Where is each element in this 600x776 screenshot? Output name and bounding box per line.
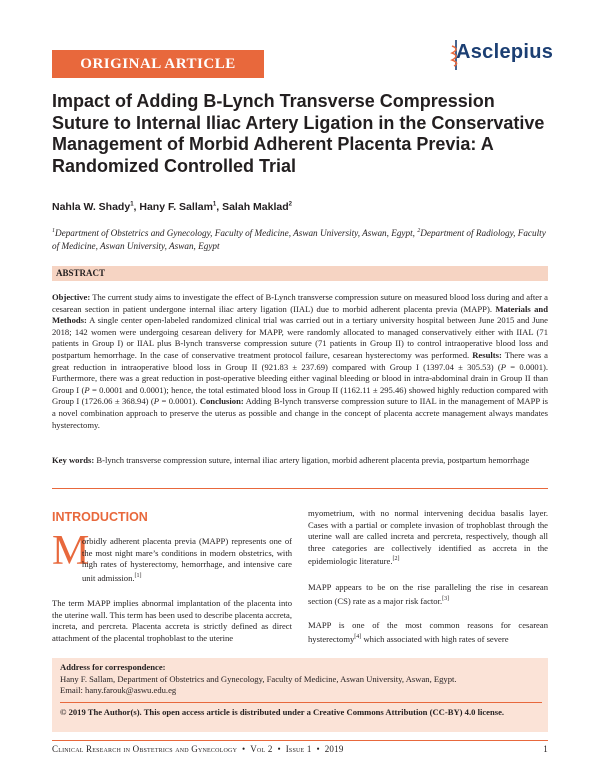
abstract-heading: ABSTRACT: [52, 266, 548, 281]
page-footer: [52, 744, 548, 754]
results-text-4: = 0.0001).: [159, 396, 200, 407]
correspondence-email: Email: hany.farouk@aswu.edu.eg: [60, 685, 177, 696]
article-title: Impact of Adding B-Lynch Transverse Compression Suture to Internal Iliac Artery Ligation in the Conservative Management of Morbid Adherent Placenta Previa: A Randomized Controlled Trial: [52, 91, 545, 176]
drop-cap: M: [52, 528, 90, 574]
page-number: 1: [543, 744, 548, 754]
results-text-3: = 0.0001 and 0.0001); hence, the total estimated blood loss in Group II (1162.11 ± 295.46) showed highly reduction compared with Group I (1726.06 ± 368.94) (: [52, 384, 548, 407]
author-1-sup: 1: [130, 201, 134, 208]
intro-right-paragraph-1: [308, 508, 548, 568]
correspondence-heading: Address for correspondence:: [60, 662, 166, 672]
license-text: © 2019 The Author(s). This open access article is distributed under a Creative Commons Attribution (CC-BY) 4.0 license.: [60, 706, 505, 717]
conclusion-label: Conclusion:: [199, 396, 244, 407]
author-3-sup: 2: [288, 201, 292, 208]
affil-1: Department of Obstetrics and Gynecology, Faculty of Medicine, Aswan University, Aswan, Egypt,: [55, 228, 418, 239]
author-1: Nahla W. Shady: [52, 201, 131, 213]
author-2-sup: 1: [212, 201, 217, 208]
p-symbol: P: [153, 396, 160, 407]
footer-sep-2: •: [275, 744, 284, 754]
footer-year: 2019: [324, 744, 344, 754]
footer-volume: Vol 2: [250, 744, 273, 754]
objective-label: Objective:: [52, 292, 91, 302]
affil-sup-1: 1: [52, 228, 55, 234]
footer-issue: Issue 1: [285, 744, 312, 754]
introduction-heading: INTRODUCTION: [52, 510, 148, 524]
intro-r3-text-a: MAPP is one of the most common reasons for cesarean hysterectomy: [308, 620, 548, 644]
ref-3: [3]: [442, 595, 450, 602]
author-2: Hany F. Sallam: [139, 201, 213, 213]
ref-1: [1]: [134, 572, 142, 579]
footer-sep-1: •: [239, 744, 248, 754]
correspondence-line-1: Hany F. Sallam, Department of Obstetrics and Gynecology, Faculty of Medicine, Aswan University, Aswan, Egypt.: [60, 673, 457, 684]
intro-paragraph-1: [52, 536, 292, 584]
author-list: Nahla W. Shady$^1$, Hany F. Sallam$^1$, Salah Maklad$^2$: [52, 201, 292, 213]
intro-r3-text-b: which associated with high rates of severe: [361, 633, 509, 644]
affil-sup-2: 2: [417, 228, 421, 234]
methods-text: A single center open-labeled randomized clinical trial was carried out in a tertiary university hospital between June 2015 and June 2018; 142 women were undergoing cesarean delivery for MAPP, were randomly allocated to managed conservatively either with IIAL (71 patients in Group I) or IIAL plus B-lynch transverse compression suture (71 patients in Group II) to control intraoperative blood loss and postpartum hemorrhage. In the case of conservative treatment protocol failure, cesarean hysterectomy was performed.: [52, 315, 548, 360]
methods-label: Materials and Methods:: [52, 303, 548, 326]
results-label: Results:: [472, 349, 502, 360]
p-symbol: P: [500, 361, 506, 372]
footer-divider: [52, 740, 548, 741]
publisher-logo-text: Asclepius: [456, 41, 554, 63]
affiliations: [52, 225, 552, 252]
results-text-2: = 0.0001). Furthermore, there was a great reduction in post-operative bleeding either vaginal bleeding or blood in intra-abdominal drain in Group II than Group I (: [52, 361, 548, 395]
article-type-banner: ORIGINAL ARTICLE: [52, 50, 264, 78]
correspondence-divider: [60, 702, 542, 703]
intro-r2-text: MAPP appears to be on the rise paralleling the rise in cesarean section (CS) rate as a major risk factor.: [308, 582, 548, 606]
ref-4: [4]: [354, 633, 362, 640]
footer-journal: Clinical Research in Obstetrics and Gynecology: [52, 744, 238, 754]
intro-right-paragraph-3: [308, 620, 548, 645]
footer-sep-3: •: [314, 744, 323, 754]
ref-2: [2]: [392, 556, 400, 563]
keywords-text: B-lynch transverse compression suture, internal iliac artery ligation, morbid adherent placenta previa, postpartum hemorrhage: [94, 455, 530, 465]
abstract-divider: [52, 488, 548, 489]
objective-text: The current study aims to investigate the effect of B-Lynch transverse compression suture on measured blood loss during and after a cesarean section in patient undergone internal iliac artery ligation (IIAL) due to morbid adherent placenta previa (MAPP).: [52, 292, 548, 314]
keywords: [52, 455, 548, 467]
intro-paragraph-2: The term MAPP implies abnormal implantation of the placenta into the uterine wall. This term has been used to describe placenta accreta, increta, and percreta. Placenta accreta is strictly defined as direct attachment of the placental trophoblast to the uterine: [52, 598, 292, 643]
p-symbol: P: [84, 384, 90, 395]
affil-2: Department of Radiology, Faculty of Medicine, Aswan University, Aswan, Egypt: [52, 228, 546, 251]
intro-r1-text: myometrium, with no normal intervening decidua basalis layer. Cases with a partial or complete invasion of trophoblast through the uterine wall are called increta and percreta, respectively, though all three categories are collectively identified as accreta in the epidemiologic literature.: [308, 508, 548, 567]
author-3: Salah Maklad: [222, 201, 289, 213]
intro-right-paragraph-2: [308, 582, 548, 607]
keywords-label: Key words:: [52, 455, 95, 465]
intro-p1-wrap: [52, 536, 292, 584]
results-text-1: There was a great reduction in intraoperative blood loss in Group II (921.83 ± 237.69) compared with Group I (1397.04 ± 305.53) (: [52, 349, 548, 372]
intro-p1-text: orbidly adherent placenta previa (MAPP) represents one of the most night mare’s conditions in modern obstetrics, with high rates of hysterectomy, hemorrhage, and intensive care unit admission.: [82, 536, 292, 583]
conclusion-text: Adding B-lynch transverse compression suture to IIAL in the management of MAPP is a novel combination approach to preserve the uterus as possible and change in the concept of placenta accrete management always mandates hysterectomy.: [52, 396, 549, 430]
abstract-body: [52, 292, 548, 431]
correspondence-content: [60, 662, 542, 718]
